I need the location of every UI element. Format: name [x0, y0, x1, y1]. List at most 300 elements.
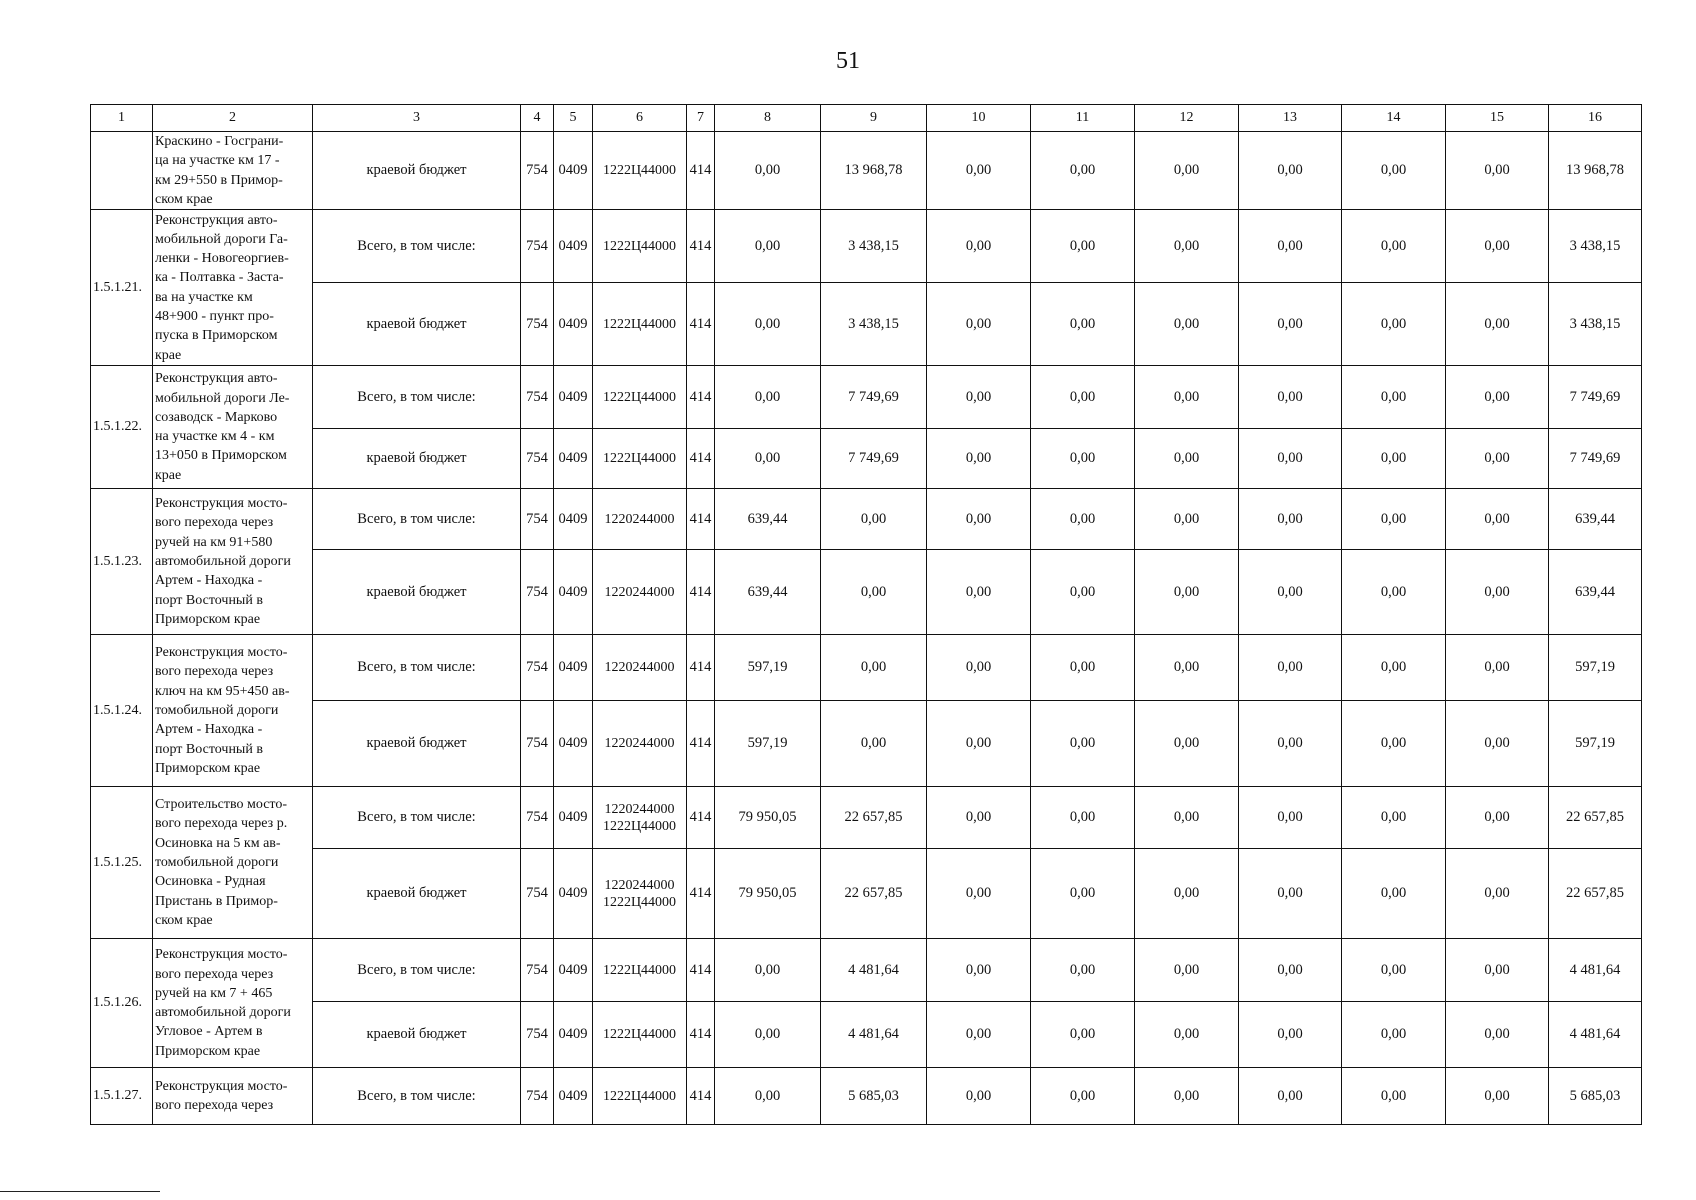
code-cell: 414 — [687, 849, 715, 939]
amount-cell: 0,00 — [715, 429, 821, 489]
amount-cell: 0,00 — [927, 849, 1031, 939]
code-cell: 0409 — [554, 283, 593, 366]
code-cell: 0409 — [554, 1002, 593, 1068]
item-name-line: ручей на км 91+580 — [155, 534, 273, 550]
funding-source: Всего, в том числе: — [313, 1068, 521, 1125]
code-cell: 414 — [687, 635, 715, 701]
item-index: 1.5.1.22. — [91, 366, 153, 489]
amount-cell: 0,00 — [1031, 550, 1135, 635]
amount-cell: 0,00 — [1239, 550, 1342, 635]
target-code-cell — [593, 701, 687, 787]
code-cell: 414 — [687, 701, 715, 787]
column-header: 11 — [1031, 105, 1135, 132]
amount-cell: 22 657,85 — [821, 787, 927, 849]
amount-cell: 639,44 — [715, 489, 821, 550]
item-name-line: ленки - Новогеоргиев- — [155, 251, 289, 267]
target-code: 1222Ц44000 — [602, 316, 677, 332]
item-index: 1.5.1.21. — [91, 210, 153, 366]
amount-cell: 0,00 — [1031, 366, 1135, 429]
column-header: 5 — [554, 105, 593, 132]
item-name-line: ском крае — [155, 912, 213, 928]
funding-source: Всего, в том числе: — [313, 787, 521, 849]
amount-cell: 22 657,85 — [1549, 849, 1642, 939]
amount-cell: 0,00 — [927, 787, 1031, 849]
amount-cell: 4 481,64 — [821, 1002, 927, 1068]
item-name — [153, 366, 313, 489]
funding-source: краевой бюджет — [313, 701, 521, 787]
amount-cell: 0,00 — [1342, 1068, 1446, 1125]
target-code-cell — [593, 849, 687, 939]
amount-cell: 0,00 — [1239, 132, 1342, 210]
item-name-line: Реконструкция мосто- — [155, 645, 288, 661]
amount-cell: 0,00 — [821, 550, 927, 635]
amount-cell: 0,00 — [1031, 635, 1135, 701]
amount-cell: 0,00 — [1031, 1068, 1135, 1125]
amount-cell: 3 438,15 — [821, 283, 927, 366]
amount-cell: 0,00 — [1342, 939, 1446, 1002]
amount-cell: 5 685,03 — [1549, 1068, 1642, 1125]
table-row — [91, 635, 1642, 701]
code-cell: 754 — [521, 210, 554, 283]
amount-cell: 0,00 — [1239, 849, 1342, 939]
amount-cell: 0,00 — [1446, 939, 1549, 1002]
amount-cell: 0,00 — [1446, 849, 1549, 939]
amount-cell: 0,00 — [1135, 1002, 1239, 1068]
item-name-line: крае — [155, 467, 182, 483]
amount-cell: 0,00 — [1031, 489, 1135, 550]
amount-cell: 7 749,69 — [821, 366, 927, 429]
amount-cell: 0,00 — [1031, 701, 1135, 787]
amount-cell: 0,00 — [1135, 210, 1239, 283]
amount-cell: 597,19 — [1549, 635, 1642, 701]
code-cell: 754 — [521, 489, 554, 550]
item-index: 1.5.1.27. — [91, 1068, 153, 1125]
table-row — [91, 1002, 1642, 1068]
column-header: 1 — [91, 105, 153, 132]
amount-cell: 597,19 — [715, 701, 821, 787]
amount-cell: 0,00 — [1135, 849, 1239, 939]
amount-cell: 13 968,78 — [1549, 132, 1642, 210]
amount-cell: 0,00 — [927, 489, 1031, 550]
funding-source: Всего, в том числе: — [313, 366, 521, 429]
code-cell: 0409 — [554, 635, 593, 701]
amount-cell: 0,00 — [1239, 489, 1342, 550]
amount-cell: 0,00 — [927, 283, 1031, 366]
amount-cell: 3 438,15 — [1549, 210, 1642, 283]
target-code-cell — [593, 939, 687, 1002]
amount-cell: 0,00 — [821, 635, 927, 701]
item-name-line: Реконструкция мосто- — [155, 947, 288, 963]
item-name-line: пуска в Приморском — [155, 328, 278, 344]
item-index: 1.5.1.25. — [91, 787, 153, 939]
funding-source: Всего, в том числе: — [313, 635, 521, 701]
amount-cell: 0,00 — [1342, 849, 1446, 939]
page-number: 51 — [836, 48, 860, 74]
amount-cell: 0,00 — [1239, 635, 1342, 701]
code-cell: 754 — [521, 550, 554, 635]
target-code-cell — [593, 210, 687, 283]
amount-cell: 597,19 — [715, 635, 821, 701]
amount-cell: 22 657,85 — [821, 849, 927, 939]
amount-cell: 0,00 — [1342, 787, 1446, 849]
table-row — [91, 489, 1642, 550]
column-header: 9 — [821, 105, 927, 132]
amount-cell: 3 438,15 — [1549, 283, 1642, 366]
code-cell: 414 — [687, 429, 715, 489]
target-code: 1220244000 — [604, 584, 675, 600]
amount-cell: 0,00 — [1446, 1002, 1549, 1068]
amount-cell: 0,00 — [1446, 701, 1549, 787]
column-header: 2 — [153, 105, 313, 132]
amount-cell: 79 950,05 — [715, 849, 821, 939]
item-name-line: Приморском крае — [155, 760, 261, 776]
code-cell: 0409 — [554, 132, 593, 210]
item-name-line: мобильной дороги Га- — [155, 231, 288, 247]
amount-cell: 0,00 — [1135, 635, 1239, 701]
amount-cell: 0,00 — [1446, 283, 1549, 366]
column-header: 4 — [521, 105, 554, 132]
amount-cell: 0,00 — [1031, 849, 1135, 939]
column-header: 14 — [1342, 105, 1446, 132]
amount-cell: 0,00 — [1135, 550, 1239, 635]
table-row — [91, 210, 1642, 283]
item-name-line: 48+900 - пункт про- — [155, 308, 274, 324]
code-cell: 754 — [521, 366, 554, 429]
item-name-line: автомобильной дороги — [155, 554, 291, 570]
amount-cell: 0,00 — [1342, 210, 1446, 283]
amount-cell: 0,00 — [1135, 132, 1239, 210]
amount-cell: 0,00 — [1031, 1002, 1135, 1068]
item-name-line: томобильной дороги — [155, 703, 279, 719]
item-name — [153, 132, 313, 210]
item-name — [153, 210, 313, 366]
amount-cell: 0,00 — [1031, 787, 1135, 849]
column-header: 7 — [687, 105, 715, 132]
code-cell: 414 — [687, 550, 715, 635]
target-code: 1222Ц44000 — [602, 962, 677, 978]
amount-cell: 0,00 — [1135, 939, 1239, 1002]
amount-cell: 0,00 — [1446, 489, 1549, 550]
code-cell: 754 — [521, 429, 554, 489]
amount-cell: 0,00 — [927, 635, 1031, 701]
table-row — [91, 132, 1642, 210]
amount-cell: 0,00 — [715, 283, 821, 366]
amount-cell: 4 481,64 — [1549, 1002, 1642, 1068]
code-cell: 414 — [687, 489, 715, 550]
code-cell: 414 — [687, 1002, 715, 1068]
item-name-line: на участке км 4 - км — [155, 429, 275, 445]
amount-cell: 0,00 — [1135, 283, 1239, 366]
target-code: 1222Ц44000 — [602, 1027, 677, 1043]
code-cell: 754 — [521, 1002, 554, 1068]
amount-cell: 0,00 — [1135, 366, 1239, 429]
amount-cell: 639,44 — [715, 550, 821, 635]
column-header: 13 — [1239, 105, 1342, 132]
amount-cell: 0,00 — [1342, 132, 1446, 210]
item-name-line: вого перехода через — [155, 515, 274, 531]
code-cell: 0409 — [554, 429, 593, 489]
item-name-line: ручей на км 7 + 465 — [155, 985, 273, 1001]
table-row — [91, 849, 1642, 939]
item-index: 1.5.1.26. — [91, 939, 153, 1068]
amount-cell: 0,00 — [1031, 132, 1135, 210]
amount-cell: 0,00 — [927, 939, 1031, 1002]
funding-source: краевой бюджет — [313, 849, 521, 939]
target-code-cell — [593, 283, 687, 366]
item-name-line: Артем - Находка - — [155, 722, 263, 738]
target-code-cell — [593, 429, 687, 489]
item-name-line: км 29+550 в Примор- — [155, 172, 283, 188]
item-name-line: созаводск - Марково — [155, 409, 278, 425]
target-code-cell — [593, 489, 687, 550]
amount-cell: 639,44 — [1549, 489, 1642, 550]
amount-cell: 7 749,69 — [821, 429, 927, 489]
table-row — [91, 787, 1642, 849]
funding-source: краевой бюджет — [313, 1002, 521, 1068]
amount-cell: 0,00 — [1239, 429, 1342, 489]
code-cell: 414 — [687, 283, 715, 366]
item-index — [91, 132, 153, 210]
amount-cell: 0,00 — [1342, 550, 1446, 635]
table-row — [91, 939, 1642, 1002]
amount-cell: 0,00 — [1135, 787, 1239, 849]
code-cell: 754 — [521, 635, 554, 701]
funding-source: краевой бюджет — [313, 429, 521, 489]
table-row — [91, 550, 1642, 635]
item-name — [153, 635, 313, 787]
item-name-line: Приморском крае — [155, 611, 261, 627]
amount-cell: 0,00 — [927, 210, 1031, 283]
target-code: 1220244000 — [604, 511, 675, 527]
funding-source: краевой бюджет — [313, 283, 521, 366]
code-cell: 0409 — [554, 1068, 593, 1125]
code-cell: 414 — [687, 939, 715, 1002]
amount-cell: 0,00 — [1135, 701, 1239, 787]
column-header: 16 — [1549, 105, 1642, 132]
amount-cell: 0,00 — [715, 132, 821, 210]
amount-cell: 0,00 — [1446, 132, 1549, 210]
column-header: 3 — [313, 105, 521, 132]
amount-cell: 597,19 — [1549, 701, 1642, 787]
code-cell: 754 — [521, 132, 554, 210]
target-code-cell — [593, 635, 687, 701]
item-name-line: Приморском крае — [155, 1043, 261, 1059]
table-row — [91, 429, 1642, 489]
table-row — [91, 366, 1642, 429]
amount-cell: 0,00 — [715, 1002, 821, 1068]
item-name-line: вого перехода через — [155, 664, 274, 680]
amount-cell: 0,00 — [1342, 489, 1446, 550]
amount-cell: 13 968,78 — [821, 132, 927, 210]
amount-cell: 5 685,03 — [821, 1068, 927, 1125]
target-code-cell — [593, 366, 687, 429]
amount-cell: 0,00 — [927, 701, 1031, 787]
amount-cell: 0,00 — [1239, 366, 1342, 429]
item-name-line: мобильной дороги Ле- — [155, 390, 290, 406]
target-code: 1220244000 — [604, 660, 675, 676]
amount-cell: 0,00 — [1239, 939, 1342, 1002]
code-cell: 0409 — [554, 701, 593, 787]
item-name-line: Реконструкция мосто- — [155, 496, 288, 512]
table-row — [91, 283, 1642, 366]
amount-cell: 0,00 — [1342, 1002, 1446, 1068]
item-name-line: ском крае — [155, 191, 213, 207]
item-name-line: Артем - Находка - — [155, 573, 263, 589]
code-cell: 0409 — [554, 210, 593, 283]
target-code: 1222Ц44000 — [602, 389, 677, 405]
amount-cell: 639,44 — [1549, 550, 1642, 635]
amount-cell: 0,00 — [821, 489, 927, 550]
amount-cell: 0,00 — [927, 366, 1031, 429]
amount-cell: 0,00 — [1446, 550, 1549, 635]
amount-cell: 0,00 — [1239, 787, 1342, 849]
item-name-line: порт Восточный в — [155, 741, 263, 757]
item-name-line: крае — [155, 347, 182, 363]
code-cell: 414 — [687, 1068, 715, 1125]
amount-cell: 0,00 — [1239, 210, 1342, 283]
amount-cell: 0,00 — [715, 210, 821, 283]
item-name-line: вого перехода через — [155, 1098, 274, 1114]
code-cell: 414 — [687, 366, 715, 429]
target-code-cell — [593, 1068, 687, 1125]
funding-source: Всего, в том числе: — [313, 489, 521, 550]
amount-cell: 0,00 — [821, 701, 927, 787]
amount-cell: 0,00 — [1446, 366, 1549, 429]
code-cell: 754 — [521, 939, 554, 1002]
funding-source: Всего, в том числе: — [313, 939, 521, 1002]
item-name-line: вого перехода через — [155, 966, 274, 982]
column-header: 6 — [593, 105, 687, 132]
item-name-line: вого перехода через р. — [155, 816, 288, 832]
item-name-line: Строительство мосто- — [155, 797, 288, 813]
item-index: 1.5.1.23. — [91, 489, 153, 635]
amount-cell: 0,00 — [715, 939, 821, 1002]
item-name-line: Угловое - Артем в — [155, 1024, 263, 1040]
item-name-line: ва на участке км — [155, 289, 253, 305]
table-row — [91, 701, 1642, 787]
code-cell: 0409 — [554, 366, 593, 429]
table-row — [91, 1068, 1642, 1125]
amount-cell: 0,00 — [1342, 429, 1446, 489]
code-cell: 754 — [521, 787, 554, 849]
table-body — [91, 132, 1642, 1125]
amount-cell: 22 657,85 — [1549, 787, 1642, 849]
amount-cell: 0,00 — [927, 132, 1031, 210]
item-name-line: Реконструкция мосто- — [155, 1078, 288, 1094]
column-header: 15 — [1446, 105, 1549, 132]
amount-cell: 0,00 — [1342, 283, 1446, 366]
amount-cell: 0,00 — [1342, 366, 1446, 429]
target-code: 1220244000 — [604, 877, 675, 893]
target-code: 1222Ц44000 — [602, 451, 677, 467]
target-code: 1220244000 — [604, 801, 675, 817]
item-name-line: ца на участке км 17 - — [155, 153, 280, 169]
target-code: 1222Ц44000 — [602, 894, 677, 910]
column-header: 12 — [1135, 105, 1239, 132]
amount-cell: 0,00 — [1446, 1068, 1549, 1125]
amount-cell: 0,00 — [1031, 283, 1135, 366]
funding-source: Всего, в том числе: — [313, 210, 521, 283]
amount-cell: 0,00 — [1031, 939, 1135, 1002]
code-cell: 754 — [521, 283, 554, 366]
item-name-line: Осиновка - Рудная — [155, 874, 266, 890]
target-code: 1220244000 — [604, 736, 675, 752]
target-code-cell — [593, 1002, 687, 1068]
amount-cell: 3 438,15 — [821, 210, 927, 283]
amount-cell: 0,00 — [927, 1002, 1031, 1068]
amount-cell: 4 481,64 — [821, 939, 927, 1002]
code-cell: 414 — [687, 210, 715, 283]
funding-source: краевой бюджет — [313, 132, 521, 210]
item-name — [153, 489, 313, 635]
target-code: 1222Ц44000 — [602, 238, 677, 254]
target-code-cell — [593, 132, 687, 210]
amount-cell: 4 481,64 — [1549, 939, 1642, 1002]
amount-cell: 0,00 — [1135, 429, 1239, 489]
code-cell: 754 — [521, 849, 554, 939]
amount-cell: 0,00 — [715, 1068, 821, 1125]
item-name-line: Пристань в Примор- — [155, 893, 278, 909]
item-name-line: Реконструкция авто- — [155, 212, 278, 228]
amount-cell: 0,00 — [1239, 1068, 1342, 1125]
amount-cell: 0,00 — [1031, 210, 1135, 283]
footnote-divider — [0, 1191, 160, 1192]
item-name — [153, 1068, 313, 1125]
code-cell: 0409 — [554, 849, 593, 939]
budget-table — [90, 104, 1642, 1125]
amount-cell: 79 950,05 — [715, 787, 821, 849]
code-cell: 414 — [687, 787, 715, 849]
amount-cell: 0,00 — [1135, 1068, 1239, 1125]
code-cell: 0409 — [554, 489, 593, 550]
target-code: 1222Ц44000 — [602, 1088, 677, 1104]
code-cell: 754 — [521, 1068, 554, 1125]
item-name-line: ка - Полтавка - Заста- — [155, 270, 284, 286]
amount-cell: 0,00 — [1342, 635, 1446, 701]
amount-cell: 7 749,69 — [1549, 429, 1642, 489]
item-name — [153, 939, 313, 1068]
amount-cell: 0,00 — [715, 366, 821, 429]
amount-cell: 0,00 — [1446, 635, 1549, 701]
amount-cell: 0,00 — [1342, 701, 1446, 787]
item-name-line: ключ на км 95+450 ав- — [155, 683, 290, 699]
item-name-line: 13+050 в Приморском — [155, 448, 287, 464]
amount-cell: 0,00 — [927, 429, 1031, 489]
amount-cell: 0,00 — [927, 550, 1031, 635]
code-cell: 0409 — [554, 787, 593, 849]
column-number-header-row — [91, 105, 1642, 132]
target-code: 1222Ц44000 — [602, 818, 677, 834]
target-code-cell — [593, 787, 687, 849]
amount-cell: 7 749,69 — [1549, 366, 1642, 429]
item-index: 1.5.1.24. — [91, 635, 153, 787]
target-code: 1222Ц44000 — [602, 163, 677, 179]
code-cell: 754 — [521, 701, 554, 787]
amount-cell: 0,00 — [1239, 1002, 1342, 1068]
code-cell: 414 — [687, 132, 715, 210]
code-cell: 0409 — [554, 550, 593, 635]
code-cell: 0409 — [554, 939, 593, 1002]
column-header: 10 — [927, 105, 1031, 132]
amount-cell: 0,00 — [1446, 429, 1549, 489]
amount-cell: 0,00 — [1031, 429, 1135, 489]
amount-cell: 0,00 — [927, 1068, 1031, 1125]
amount-cell: 0,00 — [1239, 701, 1342, 787]
amount-cell: 0,00 — [1239, 283, 1342, 366]
amount-cell: 0,00 — [1446, 210, 1549, 283]
target-code-cell — [593, 550, 687, 635]
amount-cell: 0,00 — [1446, 787, 1549, 849]
